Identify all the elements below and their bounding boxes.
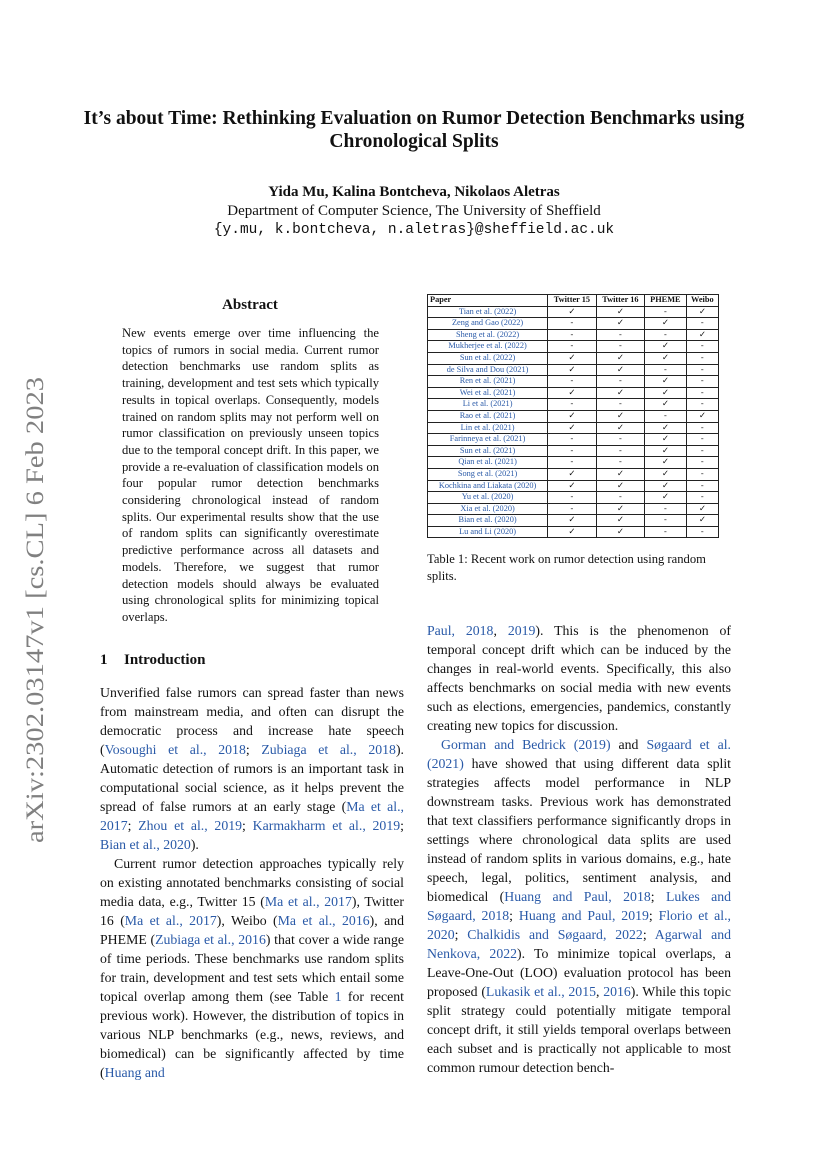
paper-citation-cell[interactable]: Sun et al. (2021)	[428, 445, 548, 457]
table-row	[428, 387, 719, 399]
abstract-heading: Abstract	[222, 297, 278, 313]
checkmark-icon: ✓	[596, 410, 644, 422]
checkmark-icon: ✓	[645, 457, 687, 469]
dash-cell: -	[596, 376, 644, 388]
table-row	[428, 445, 719, 457]
table-row	[428, 526, 719, 538]
dash-cell: -	[548, 341, 596, 353]
checkmark-icon: ✓	[645, 492, 687, 504]
table-row	[428, 457, 719, 469]
intro-paragraph-3: Paul, 2018, 2019). This is the phenomenon of temporal concept drift which can be induced by the changes in real-world events. Specifically, this also affects benchmarks on social media with new events such as elections, emergencies, pandemics, constantly creating new topics for discussion.	[427, 623, 731, 733]
table-row	[428, 410, 719, 422]
paper-citation-cell[interactable]: de Silva and Dou (2021)	[428, 364, 548, 376]
section-number: 1	[100, 652, 108, 668]
paper-citation-cell[interactable]: Sun et al. (2022)	[428, 352, 548, 364]
checkmark-icon: ✓	[645, 376, 687, 388]
table-row	[428, 492, 719, 504]
section-heading-introduction	[100, 652, 205, 669]
table-row	[428, 434, 719, 446]
dash-cell: -	[686, 492, 718, 504]
checkmark-icon: ✓	[548, 364, 596, 376]
citation-link[interactable]: Zhou et al., 2019	[138, 818, 243, 833]
checkmark-icon: ✓	[686, 515, 718, 527]
dash-cell: -	[596, 492, 644, 504]
dash-cell: -	[596, 434, 644, 446]
dash-cell: -	[686, 341, 718, 353]
paper-citation-cell[interactable]: Sheng et al. (2022)	[428, 329, 548, 341]
checkmark-icon: ✓	[548, 526, 596, 538]
paper-citation-cell[interactable]: Kochkina and Liakata (2020)	[428, 480, 548, 492]
dash-cell: -	[596, 457, 644, 469]
dash-cell: -	[686, 387, 718, 399]
dash-cell: -	[596, 445, 644, 457]
citation-link[interactable]: Huang and Paul, 2019	[518, 908, 649, 923]
paper-citation-cell[interactable]: Lu and Li (2020)	[428, 526, 548, 538]
table-row	[428, 306, 719, 318]
paper-citation-cell[interactable]: Bian et al. (2020)	[428, 515, 548, 527]
paper-citation-cell[interactable]: Ren et al. (2021)	[428, 376, 548, 388]
dash-cell: -	[548, 376, 596, 388]
dash-cell: -	[686, 422, 718, 434]
citation-link[interactable]: Paul, 2018	[427, 623, 494, 638]
checkmark-icon: ✓	[548, 515, 596, 527]
dash-cell: -	[596, 399, 644, 411]
checkmark-icon: ✓	[596, 306, 644, 318]
citation-link[interactable]: Bian et al., 2020	[100, 837, 191, 852]
table-row	[428, 515, 719, 527]
related-work-table	[427, 294, 719, 538]
intro-paragraph-2: Current rumor detection approaches typically rely on existing annotated benchmarks consisting of social media data, e.g., Twitter 15 (Ma et al., 2017), Twitter 16 (Ma et al., 2017), Weibo (Ma et al., 2016), and PHEME (Zubiaga et al., 2016) that cover a wide range of time periods. These benchmarks use random splits for train, development and test sets which entail some topical overlap among them (see Table 1 for recent previous work). However, the distribution of topics in various NLP benchmarks (e.g., news, reviews, and biomedical) can be significantly affected by time (Huang and	[100, 856, 405, 1080]
citation-link[interactable]: Ma et al., 2017	[100, 799, 404, 833]
dash-cell: -	[548, 434, 596, 446]
dash-cell: -	[596, 329, 644, 341]
checkmark-icon: ✓	[596, 526, 644, 538]
checkmark-icon: ✓	[548, 410, 596, 422]
checkmark-icon: ✓	[548, 352, 596, 364]
dash-cell: -	[686, 468, 718, 480]
checkmark-icon: ✓	[645, 445, 687, 457]
citation-link[interactable]: Ma et al., 2017	[264, 894, 352, 909]
citation-link[interactable]: 2016	[603, 984, 631, 999]
citation-link[interactable]: 2019	[507, 623, 536, 638]
paper-citation-cell[interactable]: Song et al. (2021)	[428, 468, 548, 480]
citation-link[interactable]: 1	[334, 989, 342, 1004]
checkmark-icon: ✓	[645, 480, 687, 492]
paper-citation-cell[interactable]: Qian et al. (2021)	[428, 457, 548, 469]
citation-link[interactable]: Florio et al., 2020	[427, 908, 731, 942]
checkmark-icon: ✓	[686, 503, 718, 515]
checkmark-icon: ✓	[596, 387, 644, 399]
column-header: Paper	[428, 295, 548, 307]
dash-cell: -	[686, 352, 718, 364]
dash-cell: -	[548, 492, 596, 504]
dash-cell: -	[548, 445, 596, 457]
dash-cell: -	[686, 399, 718, 411]
checkmark-icon: ✓	[596, 515, 644, 527]
section-title: Introduction	[124, 652, 206, 668]
citation-link[interactable]: Zubiaga et al., 2018	[261, 742, 396, 757]
checkmark-icon: ✓	[548, 387, 596, 399]
paper-citation-cell[interactable]: Xia et al. (2020)	[428, 503, 548, 515]
citation-link[interactable]: Søgaard et al. (2021)	[427, 737, 731, 771]
checkmark-icon: ✓	[596, 422, 644, 434]
checkmark-icon: ✓	[645, 422, 687, 434]
dash-cell: -	[548, 399, 596, 411]
dash-cell: -	[686, 445, 718, 457]
table-row	[428, 468, 719, 480]
dash-cell: -	[645, 329, 687, 341]
checkmark-icon: ✓	[596, 352, 644, 364]
checkmark-icon: ✓	[596, 364, 644, 376]
arxiv-side-stamp	[12, 375, 52, 845]
checkmark-icon: ✓	[596, 480, 644, 492]
citation-link[interactable]: Vosoughi et al., 2018	[104, 742, 246, 757]
dash-cell: -	[686, 318, 718, 330]
paper-citation-cell[interactable]: Rao et al. (2021)	[428, 410, 548, 422]
intro-paragraph-4: Gorman and Bedrick (2019) and Søgaard et al. (2021) have showed that using different data split strategies affects model performance in NLP downstream tasks. Previous work has demonstrated that text classifiers performance significantly drops in settings where chronological data splits are used instead of random splits in various domains, e.g., hate speech, legal, politics, sentiment analysis, and biomedical (Huang and Paul, 2018; Lukes and Søgaard, 2018; Huang and Paul, 2019; Florio et al., 2020; Chalkidis and Søgaard, 2022; Agarwal and Nenkova, 2022). To minimize topical overlaps, a Leave-One-Out (LOO) evaluation protocol has been proposed (Lukasik et al., 2015, 2016). While this topic split strategy could potentially mitigate temporal concept drift, it still yields temporal overlaps between each subset and is practically not applicable to most common rumour detection bench-	[427, 737, 732, 1075]
checkmark-icon: ✓	[645, 399, 687, 411]
paper-citation-cell[interactable]: Li et al. (2021)	[428, 399, 548, 411]
checkmark-icon: ✓	[645, 352, 687, 364]
table-row	[428, 422, 719, 434]
dash-cell: -	[645, 364, 687, 376]
dash-cell: -	[645, 306, 687, 318]
abstract-body: New events emerge over time influencing the topics of rumors in social media. Current rumor detection benchmarks use random splits as training, development and test sets which typically results in topical overlaps. Consequently, models trained on random splits may not perform well on rumor classification on previously unseen topics due to the temporal concept drift. In this paper, we provide a re-evaluation of classification models on four popular rumor detection benchmarks considering chronological instead of random splits. Our experimental results show that the use of random splits can significantly overestimate predictive performance across all datasets and models. Therefore, we suggest that rumor detection models should always be evaluated using chronological splits for minimizing topical overlaps.	[122, 326, 379, 624]
table-row	[428, 318, 719, 330]
paper-citation-cell[interactable]: Yu et al. (2020)	[428, 492, 548, 504]
right-column-body	[427, 621, 731, 1077]
table-header-row	[428, 295, 719, 307]
dash-cell: -	[548, 318, 596, 330]
citation-link[interactable]: Ma et al., 2017	[124, 913, 217, 928]
author-emails: {y.mu, k.bontcheva, n.aletras}@sheffield.ac.uk	[213, 222, 615, 238]
table-row	[428, 376, 719, 388]
citation-link[interactable]: Zubiaga et al., 2016	[155, 932, 266, 947]
table-row	[428, 503, 719, 515]
table-caption: Table 1: Recent work on rumor detection using random splits.	[427, 552, 706, 583]
dash-cell: -	[548, 457, 596, 469]
citation-link[interactable]: Huang and	[104, 1065, 165, 1080]
paper-citation-cell[interactable]: Zeng and Gao (2022)	[428, 318, 548, 330]
checkmark-icon: ✓	[548, 422, 596, 434]
dash-cell: -	[686, 364, 718, 376]
checkmark-icon: ✓	[548, 480, 596, 492]
column-header: PHEME	[645, 295, 687, 307]
dash-cell: -	[686, 457, 718, 469]
checkmark-icon: ✓	[686, 410, 718, 422]
paper-citation-cell[interactable]: Mukherjee et al. (2022)	[428, 341, 548, 353]
citation-link[interactable]: Huang and Paul, 2018	[504, 889, 651, 904]
citation-link[interactable]: Lukasik et al., 2015	[485, 984, 596, 999]
affiliation: Department of Computer Science, The University of Sheffield	[227, 203, 601, 219]
citation-link[interactable]: Agarwal and Nenkova, 2022	[427, 927, 731, 961]
paper-citation-cell[interactable]: Lin et al. (2021)	[428, 422, 548, 434]
dash-cell: -	[596, 341, 644, 353]
checkmark-icon: ✓	[686, 306, 718, 318]
author-list: Yida Mu, Kalina Bontcheva, Nikolaos Aletras	[268, 184, 560, 200]
table-row	[428, 329, 719, 341]
dash-cell: -	[686, 526, 718, 538]
table-row	[428, 399, 719, 411]
column-header: Weibo	[686, 295, 718, 307]
checkmark-icon: ✓	[645, 387, 687, 399]
checkmark-icon: ✓	[645, 341, 687, 353]
dash-cell: -	[645, 503, 687, 515]
table-row	[428, 364, 719, 376]
table-row	[428, 341, 719, 353]
table-body	[428, 306, 719, 538]
citation-link[interactable]: Gorman and Bedrick (2019)	[441, 737, 611, 752]
checkmark-icon: ✓	[645, 434, 687, 446]
dash-cell: -	[645, 515, 687, 527]
paper-citation-cell[interactable]: Tian et al. (2022)	[428, 306, 548, 318]
checkmark-icon: ✓	[548, 306, 596, 318]
dash-cell: -	[645, 410, 687, 422]
citation-link[interactable]: Karmakharm et al., 2019	[252, 818, 401, 833]
column-header: Twitter 15	[548, 295, 596, 307]
left-column-body	[100, 683, 404, 1082]
table-row	[428, 352, 719, 364]
paper-title: It’s about Time: Rethinking Evaluation on Rumor Detection Benchmarks using Chronological Splits	[83, 108, 745, 152]
checkmark-icon: ✓	[645, 318, 687, 330]
column-header: Twitter 16	[596, 295, 644, 307]
checkmark-icon: ✓	[548, 468, 596, 480]
table-row	[428, 480, 719, 492]
checkmark-icon: ✓	[596, 318, 644, 330]
dash-cell: -	[645, 526, 687, 538]
dash-cell: -	[686, 434, 718, 446]
dash-cell: -	[548, 329, 596, 341]
checkmark-icon: ✓	[596, 503, 644, 515]
checkmark-icon: ✓	[645, 468, 687, 480]
arxiv-identifier: arXiv:2302.03147v1 [cs.CL] 6 Feb 2023	[22, 434, 49, 843]
checkmark-icon: ✓	[686, 329, 718, 341]
checkmark-icon: ✓	[596, 468, 644, 480]
citation-link[interactable]: Ma et al., 2016	[277, 913, 370, 928]
dash-cell: -	[686, 480, 718, 492]
paper-citation-cell[interactable]: Wei et al. (2021)	[428, 387, 548, 399]
dash-cell: -	[686, 376, 718, 388]
intro-paragraph-1: Unverified false rumors can spread faster than news from mainstream media, and often can disrupt the democratic process and increase hate speech (Vosoughi et al., 2018; Zubiaga et al., 2018). Automatic detection of rumors is an important task in computational social science, as it helps prevent the spread of false rumors at an early stage (Ma et al., 2017; Zhou et al., 2019; Karmakharm et al., 2019; Bian et al., 2020).	[100, 685, 404, 852]
citation-link[interactable]: Lukes and Søgaard, 2018	[427, 889, 732, 923]
citation-link[interactable]: Chalkidis and Søgaard, 2022	[467, 927, 643, 942]
paper-citation-cell[interactable]: Farinneya et al. (2021)	[428, 434, 548, 446]
dash-cell: -	[548, 503, 596, 515]
